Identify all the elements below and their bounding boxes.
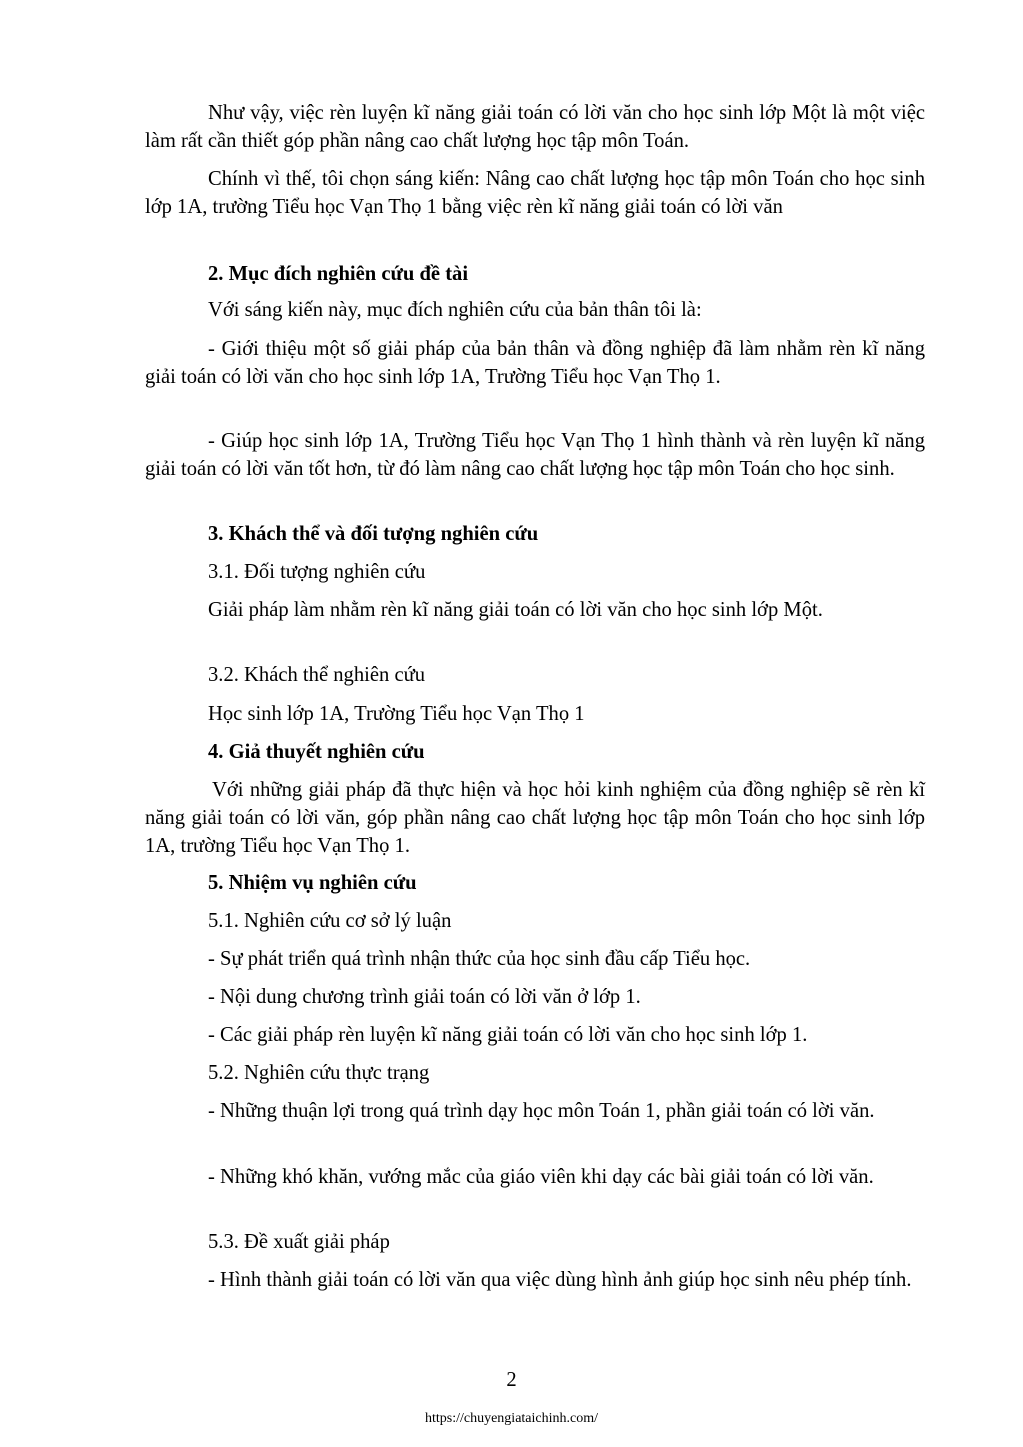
paragraph-purpose-intro: Với sáng kiến này, mục đích nghiên cứu của bản thân tôi là: — [208, 299, 702, 321]
list-item-reality-1: - Những thuận lợi trong quá trình dạy học môn Toán 1, phần giải toán có lời văn. — [208, 1100, 875, 1122]
paragraph-intro: Như vậy, việc rèn luyện kĩ năng giải toán có lời văn cho học sinh lớp Một là một việc làm rất cần thiết góp phần nâng cao chất lượng học tập môn Toán. — [145, 102, 925, 152]
heading-section-3-2: 3.2. Khách thể nghiên cứu — [208, 664, 426, 686]
paragraph-purpose-1: - Giới thiệu một số giải pháp của bản thân và đồng nghiệp đã làm nhằm rèn kĩ năng giải toán có lời văn cho học sinh lớp 1A, Trường Tiểu học Vạn Thọ 1. — [145, 338, 925, 388]
heading-section-4: 4. Giả thuyết nghiên cứu — [208, 741, 425, 763]
heading-section-3: 3. Khách thể và đối tượng nghiên cứu — [208, 523, 539, 545]
paragraph-purpose-2: - Giúp học sinh lớp 1A, Trường Tiểu học Vạn Thọ 1 hình thành và rèn luyện kĩ năng giải toán có lời văn tốt hơn, từ đó làm nâng cao chất lượng học tập môn Toán cho học sinh. — [145, 430, 925, 480]
list-item-theory-1: - Sự phát triển quá trình nhận thức của học sinh đầu cấp Tiểu học. — [208, 948, 751, 970]
heading-section-5-3: 5.3. Đề xuất giải pháp — [208, 1231, 390, 1253]
footer-url[interactable]: https://chuyengiataichinh.com/ — [424, 1411, 599, 1426]
paragraph-subject: Học sinh lớp 1A, Trường Tiểu học Vạn Thọ 1 — [208, 703, 585, 725]
heading-section-2: 2. Mục đích nghiên cứu đề tài — [208, 263, 469, 285]
heading-section-5-1: 5.1. Nghiên cứu cơ sở lý luận — [208, 910, 452, 932]
list-item-theory-3: - Các giải pháp rèn luyện kĩ năng giải toán có lời văn cho học sinh lớp 1. — [208, 1024, 808, 1046]
heading-section-3-1: 3.1. Đối tượng nghiên cứu — [208, 561, 426, 583]
paragraph-object: Giải pháp làm nhằm rèn kĩ năng giải toán có lời văn cho học sinh lớp Một. — [208, 599, 823, 621]
list-item-theory-2: - Nội dung chương trình giải toán có lời văn ở lớp 1. — [208, 986, 641, 1008]
list-item-solution-1: - Hình thành giải toán có lời văn qua việc dùng hình ảnh giúp học sinh nêu phép tính. — [208, 1269, 912, 1291]
heading-section-5: 5. Nhiệm vụ nghiên cứu — [208, 872, 417, 894]
paragraph-hypothesis: Với những giải pháp đã thực hiện và học hỏi kinh nghiệm của đồng nghiệp sẽ rèn kĩ năng giải toán có lời văn, góp phần nâng cao chất lượng học tập môn Toán cho học sinh lớp 1A, trường Tiểu học Vạn Thọ 1. — [145, 779, 925, 857]
paragraph-initiative: Chính vì thế, tôi chọn sáng kiến: Nâng cao chất lượng học tập môn Toán cho học sinh lớp 1A, trường Tiểu học Vạn Thọ 1 bằng việc rèn kĩ năng giải toán có lời văn — [145, 168, 925, 218]
list-item-reality-2: - Những khó khăn, vướng mắc của giáo viên khi dạy các bài giải toán có lời văn. — [208, 1166, 874, 1188]
heading-section-5-2: 5.2. Nghiên cứu thực trạng — [208, 1062, 430, 1084]
page-number: 2 — [506, 1369, 517, 1391]
